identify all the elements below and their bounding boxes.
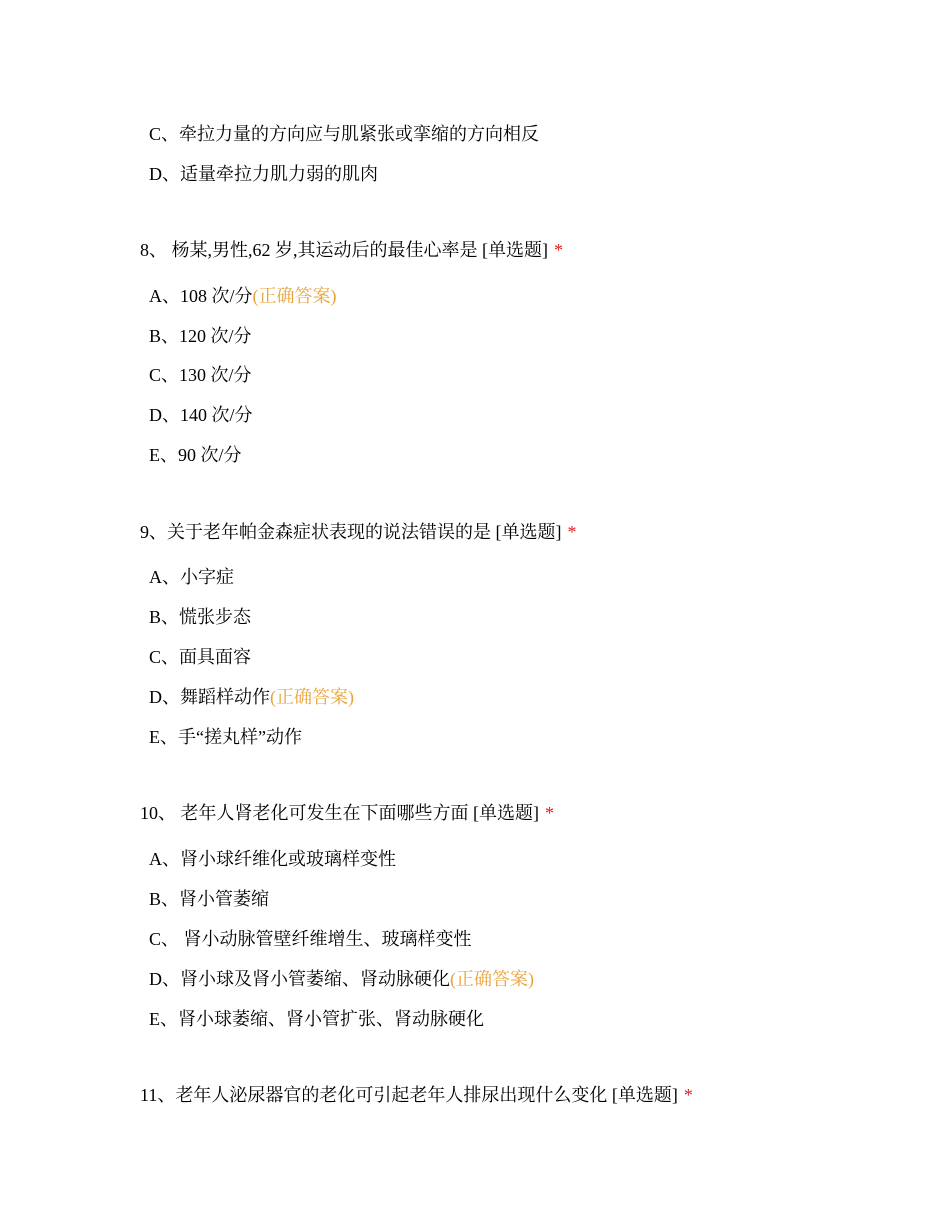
- q8-option-e: [149, 443, 242, 467]
- required-asterisk: *: [545, 803, 554, 823]
- question-text: 11、老年人泌尿器官的老化可引起老年人排尿出现什么变化 [单选题]: [140, 1085, 678, 1105]
- option-text: D、140 次/分: [149, 405, 253, 425]
- q9-option-d: [149, 685, 354, 709]
- correct-answer-label: (正确答案): [270, 687, 354, 707]
- question-8-title: [140, 238, 563, 262]
- option-text: C、130 次/分: [149, 365, 252, 385]
- q8-option-c: [149, 363, 252, 387]
- q8-option-b: [149, 324, 252, 348]
- option-text: A、肾小球纤维化或玻璃样变性: [149, 849, 396, 869]
- option-text: B、肾小管萎缩: [149, 889, 270, 909]
- required-asterisk: *: [567, 522, 577, 542]
- option-text: A、小字症: [149, 567, 234, 587]
- correct-answer-label: (正确答案): [450, 969, 534, 989]
- correct-answer-label: (正确答案): [252, 286, 337, 306]
- required-asterisk: *: [683, 1085, 693, 1105]
- q10-option-c: [149, 927, 472, 951]
- option-text: E、手“搓丸样”动作: [149, 727, 302, 747]
- option-text: D、肾小球及肾小管萎缩、肾动脉硬化: [149, 969, 450, 989]
- q9-option-c: [149, 645, 251, 669]
- option-prev-c: [149, 122, 539, 146]
- q9-option-a: [149, 565, 234, 589]
- question-9-title: [140, 520, 577, 544]
- q8-option-d: [149, 403, 253, 427]
- option-text: B、120 次/分: [149, 326, 252, 346]
- option-text: C、 肾小动脉管壁纤维增生、玻璃样变性: [149, 929, 472, 949]
- option-text: D、舞蹈样动作: [149, 687, 270, 707]
- option-prev-d: [149, 162, 378, 186]
- question-text: 8、 杨某,男性,62 岁,其运动后的最佳心率是 [单选题]: [140, 240, 548, 260]
- q10-option-d: [149, 967, 534, 991]
- q10-option-e: [149, 1007, 484, 1031]
- option-text: E、90 次/分: [149, 445, 242, 465]
- q9-option-e: [149, 725, 302, 749]
- question-text: 9、关于老年帕金森症状表现的说法错误的是 [单选题]: [140, 522, 562, 542]
- option-text: D、适量牵拉力肌力弱的肌肉: [149, 164, 378, 184]
- question-10-title: [140, 801, 554, 825]
- q10-option-a: [149, 847, 396, 871]
- option-text: B、慌张步态: [149, 607, 252, 627]
- q8-option-a: [149, 284, 337, 308]
- question-11-title: [140, 1083, 693, 1107]
- question-text: 10、 老年人肾老化可发生在下面哪些方面 [单选题]: [140, 803, 539, 823]
- required-asterisk: *: [554, 240, 563, 260]
- option-text: E、肾小球萎缩、肾小管扩张、肾动脉硬化: [149, 1009, 484, 1029]
- option-text: C、面具面容: [149, 647, 252, 667]
- option-text: A、108 次/分: [149, 286, 253, 306]
- option-text: C、牵拉力量的方向应与肌紧张或挛缩的方向相反: [149, 124, 540, 144]
- q10-option-b: [149, 887, 269, 911]
- q9-option-b: [149, 605, 251, 629]
